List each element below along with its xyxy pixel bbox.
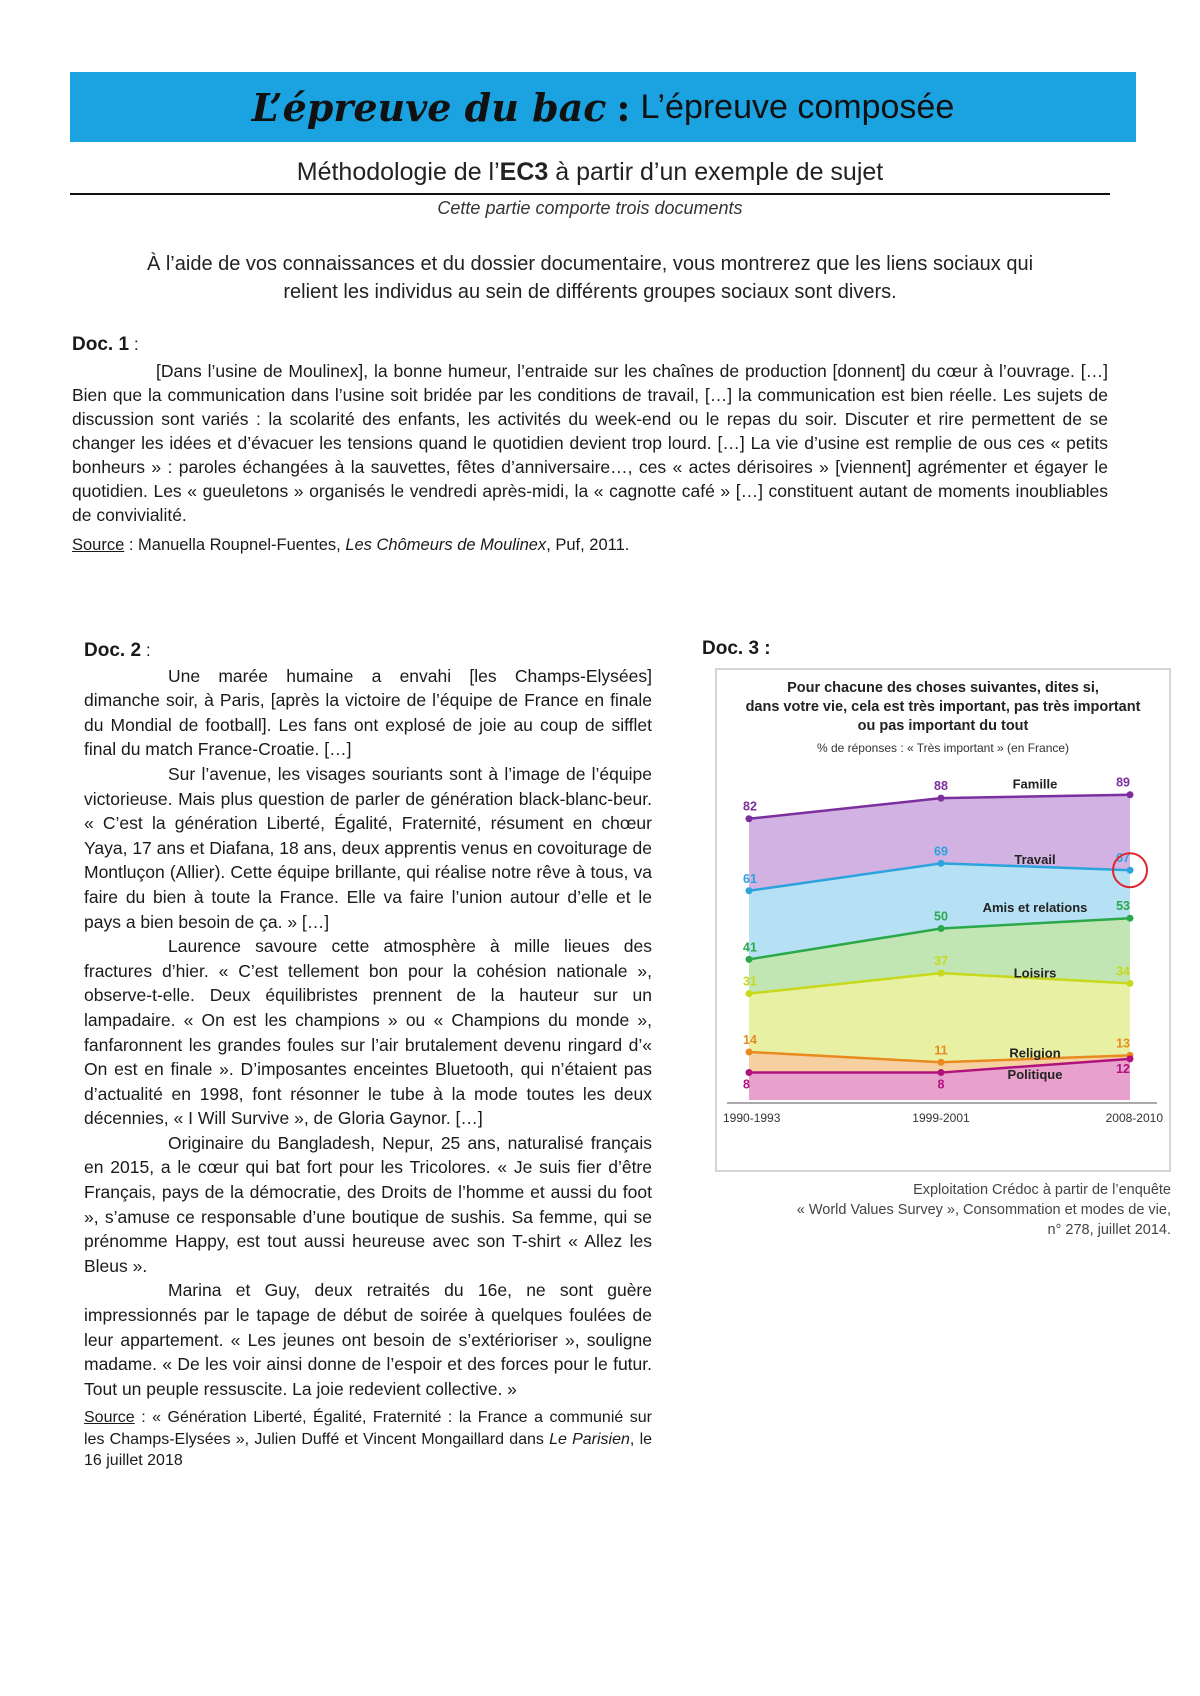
data-label: 82 bbox=[743, 799, 757, 814]
doc2-source bbox=[84, 1407, 652, 1472]
data-point bbox=[746, 815, 753, 822]
data-label: 37 bbox=[934, 954, 948, 969]
doc2-source-title: Le Parisien bbox=[549, 1430, 630, 1448]
data-label: 41 bbox=[743, 940, 757, 955]
series-name-label: Politique bbox=[1007, 1066, 1063, 1082]
data-label: 88 bbox=[934, 779, 948, 794]
data-point bbox=[746, 990, 753, 997]
doc1-text: [Dans l’usine de Moulinex], la bonne humeur, l’entraide sur les chaînes de production [donnent] du cœur à l’ouvrage. […] Bien que la communication dans l’usine soit bridée par les conditions de travail, […] la communication est bien réelle. Les sujets de discussion sont variés : la scolarité des enfants, les activités du week-end ou le repas du soir. Discuter et rire permettent de se changer les idées et d’évacuer les tensions quand le quotidien devient trop lourd. […] La vie d’usine est remplie de ous ces « petits bonheurs » : paroles échangées à la sauvettes, fêtes d’anniversaire…, ces « actes dérisoires » [viennent] agrémenter et égayer le quotidien. Les « gueuletons » organisés le vendredi après-midi, la « cagnotte café » […] constituent autant de moments inoubliables de convivialité. bbox=[72, 361, 1108, 525]
doc2-source-post: , le 16 juillet 2018 bbox=[84, 1430, 653, 1470]
data-label: 8 bbox=[937, 1077, 945, 1092]
chart-title-line: Pour chacune des choses suivantes, dites si, bbox=[787, 680, 1099, 696]
data-label: 67 bbox=[1116, 851, 1130, 866]
doc3-source-line-3: n° 278, juillet 2014. bbox=[1047, 1222, 1171, 1238]
data-point bbox=[938, 860, 945, 867]
series-name-label: Religion bbox=[1009, 1045, 1061, 1061]
doc2-label: Doc. 2 bbox=[84, 640, 142, 661]
doc1-source bbox=[72, 533, 1108, 557]
data-label: 89 bbox=[1116, 775, 1130, 790]
document-2 bbox=[84, 638, 652, 1472]
data-point bbox=[746, 1048, 753, 1055]
data-point bbox=[1127, 791, 1134, 798]
doc2-paragraph: Une marée humaine a envahi [les Champs-Elysées] dimanche soir, à Paris, [après la victoire de l’équipe de France en finale du Mondial de football]. Les fans ont explosé de joie au coup de sifflet final du match France-Croatie. […] bbox=[84, 665, 652, 760]
title-script: L’épreuve du bac bbox=[251, 84, 607, 130]
data-point bbox=[1127, 867, 1134, 874]
doc3-label: Doc. 3 bbox=[702, 638, 760, 659]
data-point bbox=[938, 1069, 945, 1076]
x-tick-label: 1990-1993 bbox=[723, 1111, 781, 1125]
data-point bbox=[938, 970, 945, 977]
doc2-heading bbox=[84, 638, 652, 664]
doc2-source-label: Source bbox=[84, 1409, 135, 1427]
data-point bbox=[938, 795, 945, 802]
subject-prompt bbox=[70, 250, 1110, 306]
doc1-source-label: Source bbox=[72, 536, 125, 554]
data-point bbox=[1127, 915, 1134, 922]
data-point bbox=[746, 956, 753, 963]
series-name-label: Travail bbox=[1014, 852, 1056, 868]
data-label: 31 bbox=[743, 974, 757, 989]
data-label: 50 bbox=[934, 909, 948, 924]
doc2-label-suffix: : bbox=[141, 640, 151, 660]
data-label: 34 bbox=[1116, 964, 1130, 979]
title-banner bbox=[70, 72, 1136, 142]
subtitle-pre: Méthodologie de l’ bbox=[296, 158, 500, 186]
data-label: 8 bbox=[743, 1077, 750, 1092]
data-point bbox=[938, 925, 945, 932]
data-label: 61 bbox=[743, 871, 757, 886]
doc2-paragraph: Marina et Guy, deux retraités du 16e, ne sont guère impressionnés par le tapage de début de soirée à quelques foulées de leur appartement. « Les jeunes ont besoin de s’extérioriser », souligne madame. « De les voir ainsi donne de l’espoir et des forces pour le futur. Tout un peuple ressuscite. La joie redevient collective. » bbox=[84, 1280, 652, 1399]
x-tick-label: 1999-2001 bbox=[912, 1111, 970, 1125]
chart-title-line: dans votre vie, cela est très important, pas très important bbox=[745, 699, 1141, 715]
doc3-source bbox=[715, 1180, 1171, 1240]
doc3-chart bbox=[715, 668, 1171, 1172]
chart-subtitle: % de réponses : « Très important » (en France) bbox=[816, 741, 1070, 755]
data-label: 53 bbox=[1116, 899, 1130, 914]
doc3-source-line-2: « World Values Survey », Consommation et modes de vie, bbox=[796, 1202, 1171, 1218]
divider bbox=[70, 193, 1110, 195]
doc2-paragraph: Sur l’avenue, les visages souriants sont à l’image de l’équipe victorieuse. Mais plus question de parler de génération black-blanc-beur. « C’est la génération Liberté, Égalité, Fraternité, résument en chœur Yaya, 17 ans et Diafana, 18 ans, deux apprentis venus en covoiturage de Montluçon (Allier). Cette équipe brillante, qui réalise notre rêve à tous, va faire du bien à toute la France. Elle va faire l’union autour d’elle et le pays a bien besoin de ça. » […] bbox=[84, 763, 652, 932]
data-point bbox=[938, 1059, 945, 1066]
subtitle-bold: EC3 bbox=[499, 158, 549, 186]
subtitle-post: à partir d’un exemple de sujet bbox=[548, 158, 884, 186]
data-label: 13 bbox=[1116, 1036, 1130, 1051]
x-tick-label: 2008-2010 bbox=[1105, 1111, 1163, 1125]
doc3-source-line-1: Exploitation Crédoc à partir de l’enquête bbox=[913, 1182, 1171, 1198]
data-point bbox=[746, 887, 753, 894]
document-1 bbox=[72, 332, 1108, 557]
title-plain: L’épreuve composée bbox=[640, 87, 955, 126]
doc3-label-suffix: : bbox=[759, 638, 771, 659]
doc1-source-title: Les Chômeurs de Moulinex bbox=[345, 536, 547, 554]
title-separator: : bbox=[616, 84, 631, 130]
chart-title-line: ou pas important du tout bbox=[857, 718, 1029, 734]
prompt-line-1: À l’aide de vos connaissances et du dossier documentaire, vous montrerez que les liens sociaux qui bbox=[146, 253, 1034, 275]
doc1-label: Doc. 1 bbox=[72, 334, 130, 355]
series-name-label: Loisirs bbox=[1013, 965, 1057, 981]
subject-note: Cette partie comporte trois documents bbox=[437, 198, 743, 218]
doc3-heading bbox=[702, 638, 771, 660]
data-label: 11 bbox=[934, 1043, 948, 1058]
data-point bbox=[746, 1069, 753, 1076]
doc1-source-post: , Puf, 2011. bbox=[546, 536, 630, 554]
series-name-label: Amis et relations bbox=[982, 900, 1088, 916]
data-label: 14 bbox=[743, 1032, 757, 1047]
prompt-line-2: relient les individus au sein de différents groupes sociaux sont divers. bbox=[283, 281, 897, 303]
doc2-paragraph: Laurence savoure cette atmosphère à mille lieues des fractures d’hier. « C’est tellement bon pour la cohésion nationale », observe-t-elle. Deux équilibristes prennent de la hauteur sur un lampadaire. « On est les champions » ou « Champions du monde », fanfaronnent les grandes foules sur l’air brutalement devenu ringard d’« On est en finale ». D’imposantes enceintes Bluetooth, qui n’étaient pas d’actualité en 1998, font résonner le tube à la mode toutes les deux décennies, « I Will Survive », de Gloria Gaynor. […] bbox=[84, 936, 652, 1129]
doc1-heading bbox=[72, 332, 1108, 357]
data-label: 12 bbox=[1116, 1061, 1130, 1076]
series-name-label: Famille bbox=[1012, 776, 1058, 792]
doc2-source-pre: : « Génération Liberté, Égalité, Fraternité : la France a communié sur les Champs-Elysées », Julien Duffé et Vincent Mongaillard dans bbox=[84, 1409, 652, 1448]
page-subtitle bbox=[70, 158, 1110, 187]
line-chart bbox=[717, 670, 1169, 1170]
data-point bbox=[1127, 980, 1134, 987]
data-label: 69 bbox=[934, 844, 948, 859]
doc1-source-pre: : Manuella Roupnel-Fuentes, bbox=[124, 536, 346, 554]
doc2-paragraph: Originaire du Bangladesh, Nepur, 25 ans, naturalisé français en 2015, a le cœur qui bat fort pour les Tricolores. « Je suis fier d’être Français, pays de la démocratie, des Droits de l’homme et aussi du foot », s’amuse ce responsable d’une boutique de sushis. Sa femme, qui se prénomme Happy, est tout aussi heureuse avec son T-shirt « Allez les Bleus ». bbox=[84, 1132, 652, 1276]
doc1-label-suffix: : bbox=[129, 334, 139, 354]
